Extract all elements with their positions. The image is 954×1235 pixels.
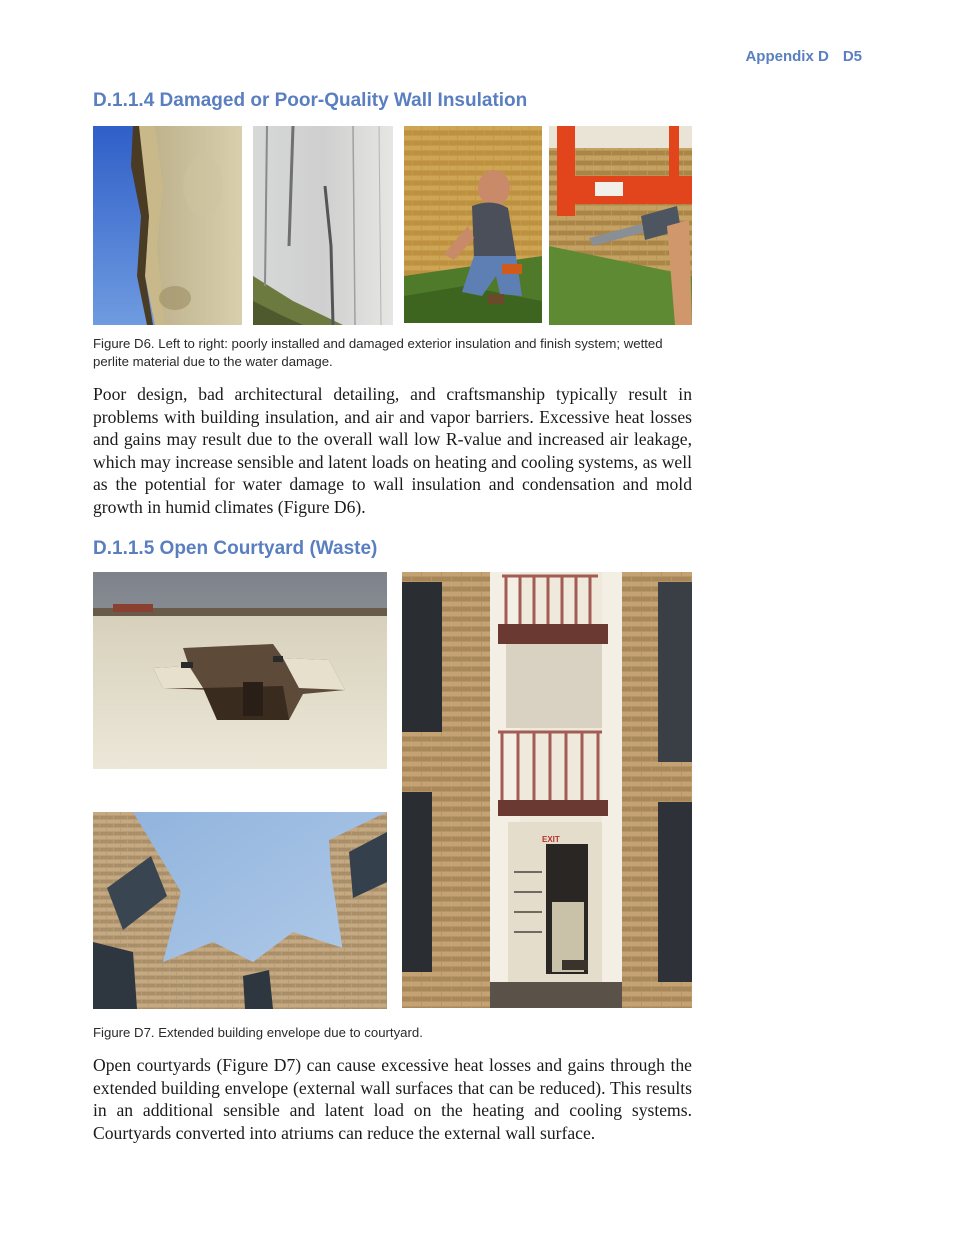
- section-1-paragraph: Poor design, bad architectural detailing, and craftsmanship typically result in problems with building insulation, and air and vapor barriers. Excessive heat losses and gains may result due to the overall wall low R-value and increased air leakage, which may increase sensible and latent loads on heating and cooling systems, as well as the potential for water damage to wall insulation and condensation and mold growth in humid climates (Figure D6).: [93, 384, 693, 517]
- section-heading-wall-insulation: D.1.1.4 Damaged or Poor-Quality Wall Insulation: [93, 90, 528, 111]
- page-number: D5: [842, 48, 862, 65]
- figure-d7-caption: Figure D7. Extended building envelope due to courtyard.: [93, 1025, 423, 1040]
- photo-eifs-panels: [253, 126, 393, 325]
- appendix-label: Appendix D: [745, 48, 829, 65]
- photo-courtyard-stairwell: [402, 572, 692, 1008]
- running-head: [700, 48, 862, 65]
- section-2-paragraph: Open courtyards (Figure D7) can cause excessive heat losses and gains through the extended building envelope (external wall surfaces that can be reduced). This results in an additional sensible and latent load on the heating and cooling systems. Courtyards converted into atriums can reduce the external wall surface.: [93, 1055, 692, 1143]
- photo-roof-courtyard: [93, 572, 387, 769]
- photo-worker-drilling: [404, 126, 542, 323]
- figure-d6-caption: Figure D6. Left to right: poorly installed and damaged exterior insulation and finish system; wetted perlite material due to the water damage.: [93, 336, 663, 369]
- exit-sign-text: EXIT: [542, 835, 560, 844]
- section-heading-open-courtyard: D.1.1.5 Open Courtyard (Waste): [93, 538, 378, 559]
- photo-courtyard-sky: [93, 812, 387, 1009]
- photo-perlite-drill-sample: [549, 126, 692, 325]
- photo-eifs-corner: [93, 126, 242, 325]
